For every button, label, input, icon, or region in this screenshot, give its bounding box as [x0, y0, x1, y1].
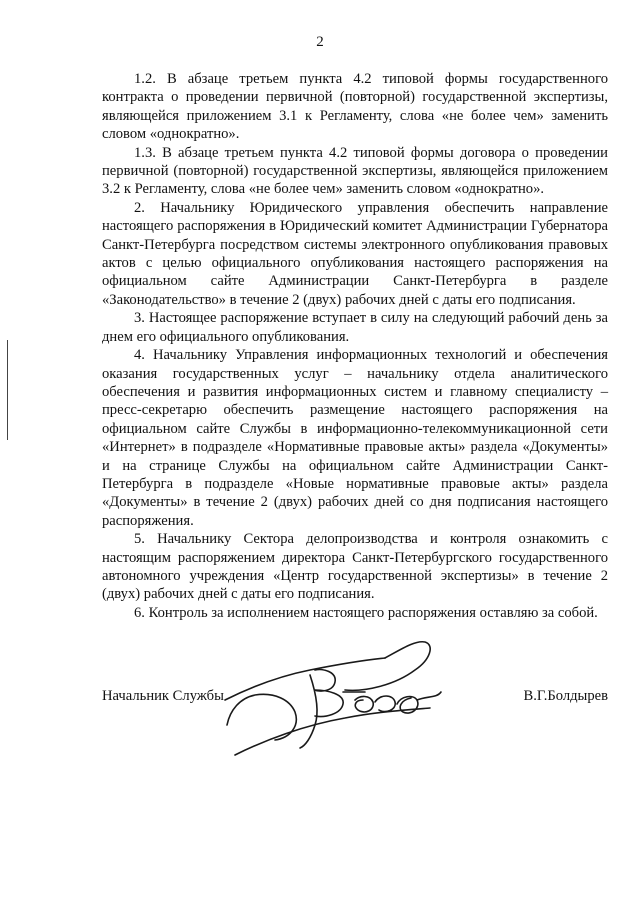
paragraph-2: 2. Начальнику Юридического управления обеспечить направление настоящего распоряжения в Юридический комитет Администрации Губернатора Санкт-Петербурга посредством системы электронного опубликования правовых актов с целью официального опубликования настоящего распоряжения на официальном сайте Администрации Санкт-Петербурга в разделе «Законодательство» в течение 2 (двух) рабочих дней с даты его подписания. [102, 199, 608, 308]
paragraph-5: 5. Начальнику Сектора делопроизводства и контроля ознакомить с настоящим распоряжением директора Санкт-Петербургского государственного автономного учреждения «Центр государственной экспертизы» в течение 2 (двух) рабочих дней с даты его подписания. [102, 531, 608, 603]
paragraph-1-3: 1.3. В абзаце третьем пункта 4.2 типовой формы договора о проведении первичной (повторной) государственной экспертизы, являющейся приложением 3.2 к Регламенту, слова «не более чем» заменить словом «однократно». [102, 144, 608, 198]
signature-block [102, 688, 608, 710]
signatory-title: Начальник Службы [102, 688, 224, 704]
page-number: 2 [316, 34, 324, 50]
margin-line [7, 340, 8, 440]
signatory-name: В.Г.Болдырев [523, 688, 608, 704]
paragraph-3: 3. Настоящее распоряжение вступает в силу на следующий рабочий день за днем его официального опубликования. [102, 310, 608, 345]
paragraph-6: 6. Контроль за исполнением настоящего распоряжения оставляю за собой. [134, 604, 598, 621]
document-body [102, 70, 608, 622]
paragraph-1-2: 1.2. В абзаце третьем пункта 4.2 типовой формы государственного контракта о проведении первичной (повторной) государственной экспертизы, являющейся приложением 3.1 к Регламенту, слова «не более чем» заменить словом «однократно». [102, 71, 608, 143]
paragraph-4: 4. Начальнику Управления информационных технологий и обеспечения оказания государственных услуг – начальнику отдела аналитического обеспечения и развития информационных систем и главному специалисту – пресс-секретарю обеспечить размещение настоящего распоряжения на официальном сайте Службы в информационно-телекоммуникационной сети «Интернет» в подразделе «Нормативные правовые акты» раздела «Документы» и на странице Службы на официальном сайте Администрации Санкт-Петербурга в подразделе «Новые нормативные правовые акты» раздела «Документы» в течение 2 (двух) рабочих дней со дня подписания настоящего распоряжения. [102, 347, 608, 529]
